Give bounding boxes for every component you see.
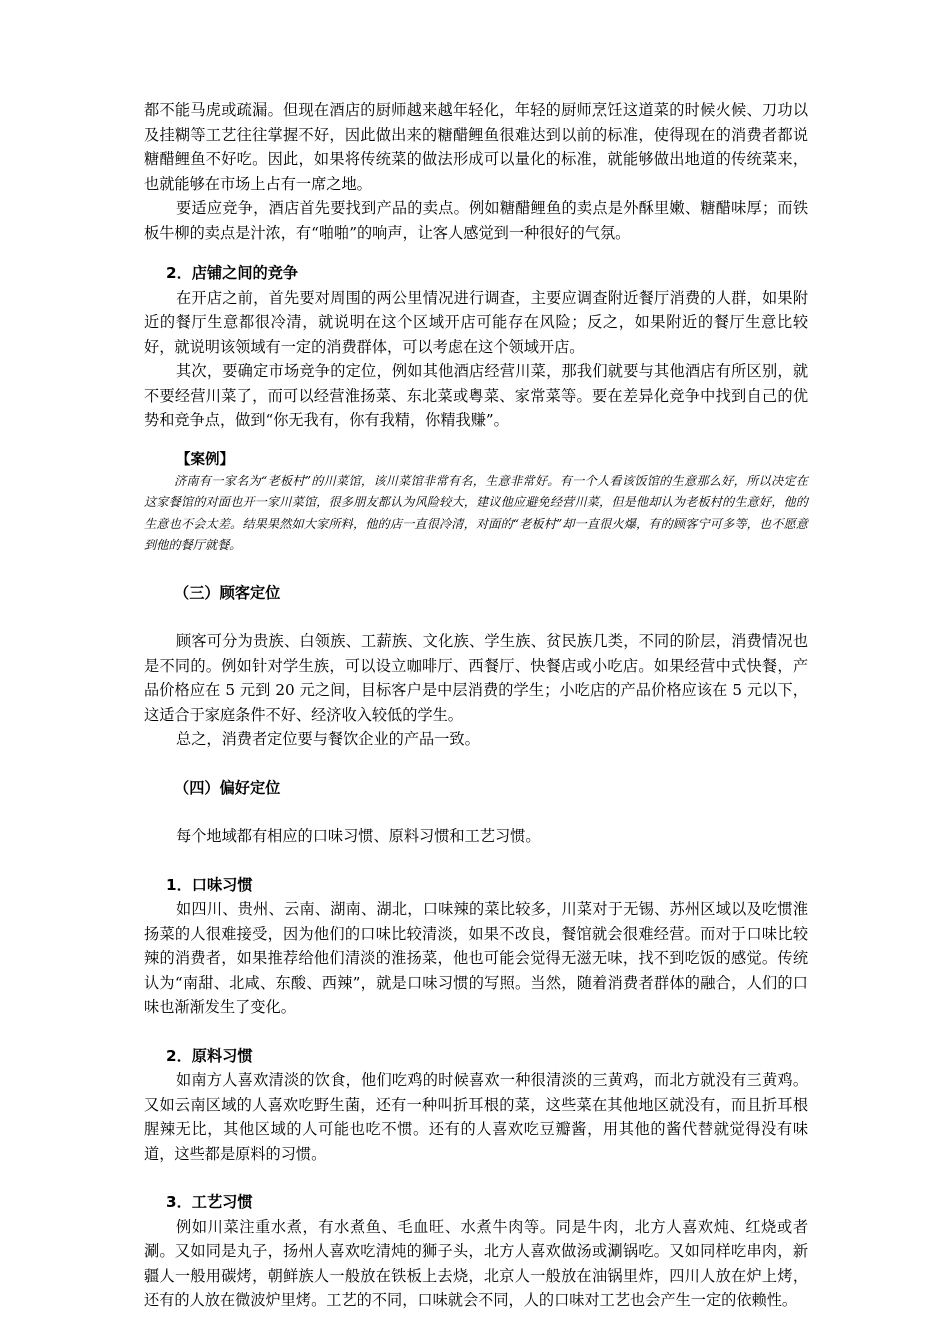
heading-craft-habit: 3．工艺习惯	[166, 1193, 253, 1211]
paragraph-market-positioning: 其次，要确定市场竞争的定位，例如其他酒店经营川菜，那我们就要与其他酒店有所区别，就不要经营川菜了，而可以经营淮扬菜、东北菜或粤菜、家常菜等。要在差异化竞争中找到自己的优势和竞争点，做到“你无我有，你有我精，你精我赚”。	[144, 362, 808, 429]
paragraph-material-habit: 如南方人喜欢清淡的饮食，他们吃鸡的时候喜欢一种很清淡的三黄鸡，而北方就没有三黄鸡。又如云南区域的人喜欢吃野生菌，还有一种叫折耳根的菜，这些菜在其他地区就没有，而且折耳根腥辣无比，其他区域的人可能也吃不惯。还有的人喜欢吃豆瓣酱，用其他的酱代替就觉得没有味道，这些都是原料的习惯。	[144, 1071, 808, 1163]
paragraph-store-survey: 在开店之前，首先要对周围的两公里情况进行调查，主要应调查附近餐厅消费的人群，如果附近的餐厅生意都很冷清，就说明在这个区域开店可能存在风险；反之，如果附近的餐厅生意比较好，就说明该领域有一定的消费群体，可以考虑在这个领域开店。	[144, 288, 808, 356]
paragraph-customer-groups: 顾客可分为贵族、白领族、工薪族、文化族、学生族、贫民族几类，不同的阶层，消费情况也是不同的。例如针对学生族，可以设立咖啡厅、西餐厅、快餐店或小吃店。如果经营中式快餐，产品价格应在 5 元到 20 元之间，目标客户是中层消费的学生；小吃店的产品价格应该在 5 元以下，这适合于家庭条件不好、经济收入较低的学生。	[144, 632, 808, 724]
paragraph-traditional-dish: 都不能马虎或疏漏。但现在酒店的厨师越来越年轻化，年轻的厨师烹饪这道菜的时候火候、刀功以及挂糊等工艺往往掌握不好，因此做出来的糖醋鲤鱼很难达到以前的标准，使得现在的消费者都说糖醋鲤鱼不好吃。因此，如果将传统菜的做法形成可以量化的标准，就能够做出地道的传统菜来，也就能够在市场上占有一席之地。	[144, 101, 808, 193]
paragraph-preference-intro: 每个地域都有相应的口味习惯、原料习惯和工艺习惯。	[176, 827, 541, 845]
case-title: 【案例】	[176, 451, 234, 468]
paragraph-selling-point: 要适应竞争，酒店首先要找到产品的卖点。例如糖醋鲤鱼的卖点是外酥里嫩、糖醋味厚；而铁板牛柳的卖点是汁浓，有“啪啪”的响声，让客人感觉到一种很好的气氛。	[144, 199, 808, 242]
heading-store-competition: 2．店铺之间的竞争	[166, 264, 299, 282]
document-page	[144, 98, 808, 1313]
paragraph-craft-habit: 例如川菜注重水煮，有水煮鱼、毛血旺、水煮牛肉等。同是牛肉，北方人喜欢炖、红烧或者涮。又如同是丸子，扬州人喜欢吃清炖的狮子头，北方人喜欢做汤或涮锅吃。又如同样吃串肉，新疆人一般用碳烤，朝鲜族人一般放在铁板上去烧，北京人一般放在油锅里炸，四川人放在炉上烤，还有的人放在微波炉里烤。工艺的不同，口味就会不同，人的口味对工艺也会产生一定的依赖性。	[144, 1217, 808, 1309]
heading-preference-positioning: （四）偏好定位	[174, 778, 281, 797]
case-body: 济南有一家名为“老板村”的川菜馆，该川菜馆非常有名，生意非常好。有一个人看该饭馆的生意那么好，所以决定在这家餐馆的对面也开一家川菜馆，很多朋友都认为风险较大，建议他应避免经营川菜，但是他却认为老板村的生意好，他的生意也不会太差。结果果然如大家所料，他的店一直很冷清，对面的“老板村”却一直很火爆，有的顾客宁可多等，也不愿意到他的餐厅就餐。	[144, 473, 808, 552]
heading-taste-habit: 1．口味习惯	[166, 875, 253, 894]
heading-material-habit: 2．原料习惯	[166, 1046, 253, 1065]
paragraph-taste-habit: 如四川、贵州、云南、湖南、湖北，口味辣的菜比较多，川菜对于无锡、苏州区域以及吃惯淮扬菜的人很难接受，因为他们的口味比较清淡，如果不改良，餐馆就会很难经营。而对于口味比较辣的消费者，如果推荐给他们清淡的淮扬菜，他也可能会觉得无滋无味，找不到吃饭的感觉。传统认为“南甜、北咸、东酸、西辣”，就是口味习惯的写照。当然，随着消费者群体的融合，人们的口味也渐渐发生了变化。	[144, 900, 808, 1016]
case-box	[144, 449, 808, 557]
paragraph-customer-summary: 总之，消费者定位要与餐饮企业的产品一致。	[176, 730, 480, 748]
heading-customer-positioning: （三）顾客定位	[174, 583, 281, 602]
